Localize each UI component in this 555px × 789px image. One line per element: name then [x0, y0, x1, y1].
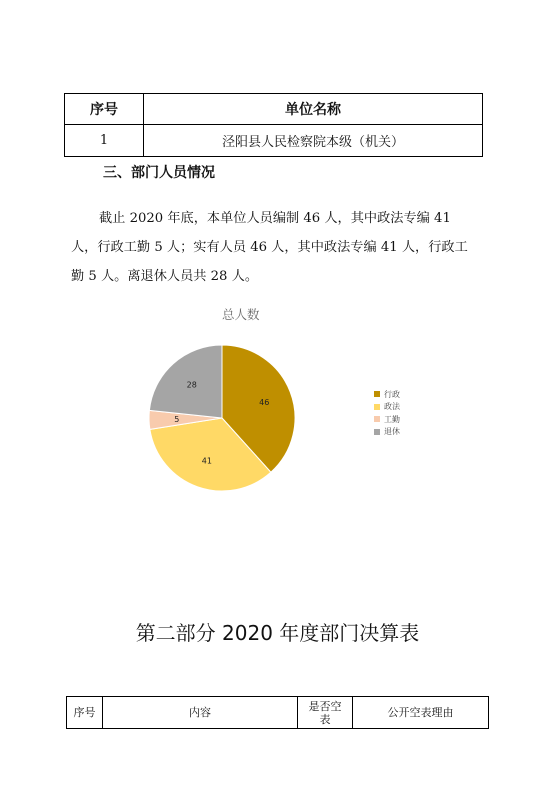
- legend-label: 行政: [384, 389, 400, 399]
- legend-swatch: [374, 391, 380, 397]
- legend-swatch: [374, 404, 380, 410]
- col-header-reason: 公开空表理由: [353, 697, 489, 729]
- col-header-index: 序号: [67, 697, 103, 729]
- col-header-content: 内容: [103, 697, 298, 729]
- legend-item: [374, 388, 400, 401]
- pie-chart: [140, 338, 305, 498]
- final-accounts-table: [66, 696, 489, 729]
- legend-label: 政法: [384, 402, 400, 412]
- cell-index: 1: [65, 125, 144, 157]
- legend-item: [374, 426, 400, 439]
- pie-data-label-3: 5: [174, 415, 180, 425]
- legend-swatch: [374, 416, 380, 422]
- legend-label: 退休: [384, 427, 400, 437]
- cell-unit-name: 泾阳县人民检察院本级（机关）: [144, 125, 483, 157]
- col-header-index: 序号: [65, 94, 144, 125]
- pie-data-label-1: 46: [259, 397, 270, 407]
- col-header-is-empty: 是否空表: [298, 697, 353, 729]
- chart-legend: [374, 388, 400, 438]
- legend-item: [374, 401, 400, 414]
- pie-data-label-2: 41: [201, 456, 212, 466]
- chart-title: 总人数: [222, 307, 260, 322]
- staffing-paragraph: 截止 2020 年底，本单位人员编制 46 人，其中政法专编 41 人，行政工勤 5 人；实有人员 46 人，其中政法专编 41 人，行政工勤 5 人。离退休人员共 28 人。: [71, 211, 468, 284]
- legend-swatch: [374, 429, 380, 435]
- unit-table: [64, 93, 483, 157]
- legend-label: 工勤: [384, 414, 400, 424]
- pie-data-label-4: 28: [186, 380, 197, 390]
- legend-item: [374, 413, 400, 426]
- col-header-unit-name: 单位名称: [144, 94, 483, 125]
- section-heading: 三、部门人员情况: [103, 165, 215, 181]
- part-heading: 第二部分 2020 年度部门决算表: [135, 621, 420, 645]
